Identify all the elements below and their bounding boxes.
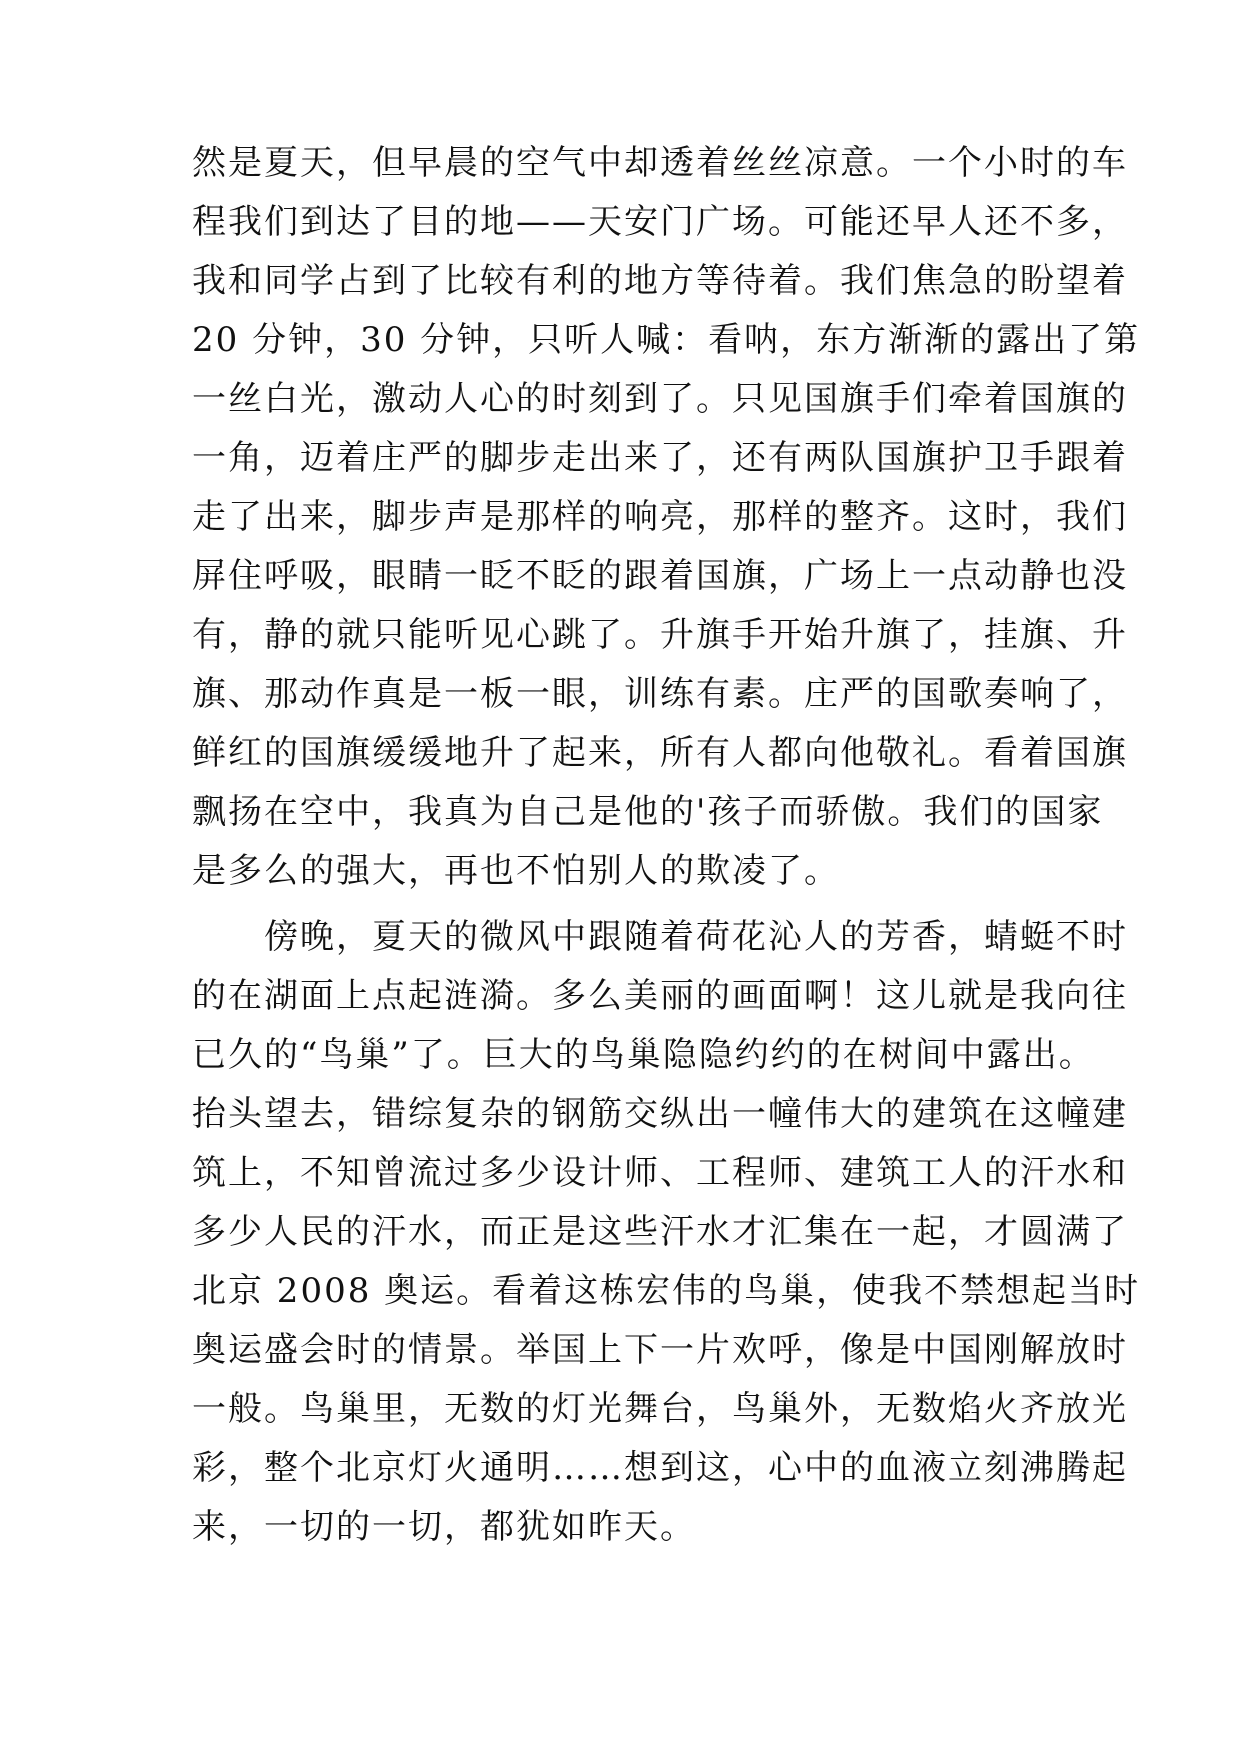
text-line: 北京 2008 奥运。看着这栋宏伟的鸟巢，使我不禁想起当时	[192, 1271, 1141, 1311]
text-line: 彩，整个北京灯火通明……想到这，心中的血液立刻沸腾起	[192, 1448, 1128, 1488]
text-line: 来，一切的一切，都犹如昨天。	[192, 1507, 696, 1547]
text-line: 飘扬在空中，我真为自己是他的'孩子而骄傲。我们的国家	[192, 792, 1104, 832]
document-body	[192, 134, 1141, 1557]
text-line: 鲜红的国旗缓缓地升了起来，所有人都向他敬礼。看着国旗	[192, 733, 1128, 773]
text-line: 我和同学占到了比较有利的地方等待着。我们焦急的盼望着	[192, 261, 1128, 301]
paragraph-1	[192, 134, 1141, 901]
text-line: 一般。鸟巢里，无数的灯光舞台，鸟巢外，无数焰火齐放光	[192, 1389, 1128, 1429]
text-line: 的在湖面上点起涟漪。多么美丽的画面啊！这儿就是我向往	[192, 976, 1128, 1016]
text-line: 是多么的强大，再也不怕别人的欺凌了。	[192, 851, 840, 891]
text-line: 有，静的就只能听见心跳了。升旗手开始升旗了，挂旗、升	[192, 615, 1128, 655]
text-line: 然是夏天，但早晨的空气中却透着丝丝凉意。一个小时的车	[192, 143, 1128, 183]
text-line: 走了出来，脚步声是那样的响亮，那样的整齐。这时，我们	[192, 497, 1128, 537]
text-line: 奥运盛会时的情景。举国上下一片欢呼，像是中国刚解放时	[192, 1330, 1128, 1370]
text-line: 20 分钟，30 分钟，只听人喊：看呐，东方渐渐的露出了第	[192, 320, 1141, 360]
paragraph-2	[192, 908, 1141, 1557]
text-line: 旗、那动作真是一板一眼，训练有素。庄严的国歌奏响了，	[192, 674, 1128, 714]
text-line: 筑上，不知曾流过多少设计师、工程师、建筑工人的汗水和	[192, 1153, 1128, 1193]
text-line: 已久的“鸟巢”了。巨大的鸟巢隐隐约约的在树间中露出。	[192, 1035, 1095, 1075]
text-line: 程我们到达了目的地——天安门广场。可能还早人还不多，	[192, 202, 1128, 242]
text-line: 多少人民的汗水，而正是这些汗水才汇集在一起，才圆满了	[192, 1212, 1128, 1252]
paragraph-spacer	[192, 901, 1092, 908]
text-line: 一角，迈着庄严的脚步走出来了，还有两队国旗护卫手跟着	[192, 438, 1128, 478]
text-line: 一丝白光，激动人心的时刻到了。只见国旗手们牵着国旗的	[192, 379, 1128, 419]
text-line: 抬头望去，错综复杂的钢筋交纵出一幢伟大的建筑在这幢建	[192, 1094, 1128, 1134]
text-line: 傍晚，夏天的微风中跟随着荷花沁人的芳香，蜻蜓不时	[192, 917, 1128, 957]
text-line: 屏住呼吸，眼睛一眨不眨的跟着国旗，广场上一点动静也没	[192, 556, 1128, 596]
